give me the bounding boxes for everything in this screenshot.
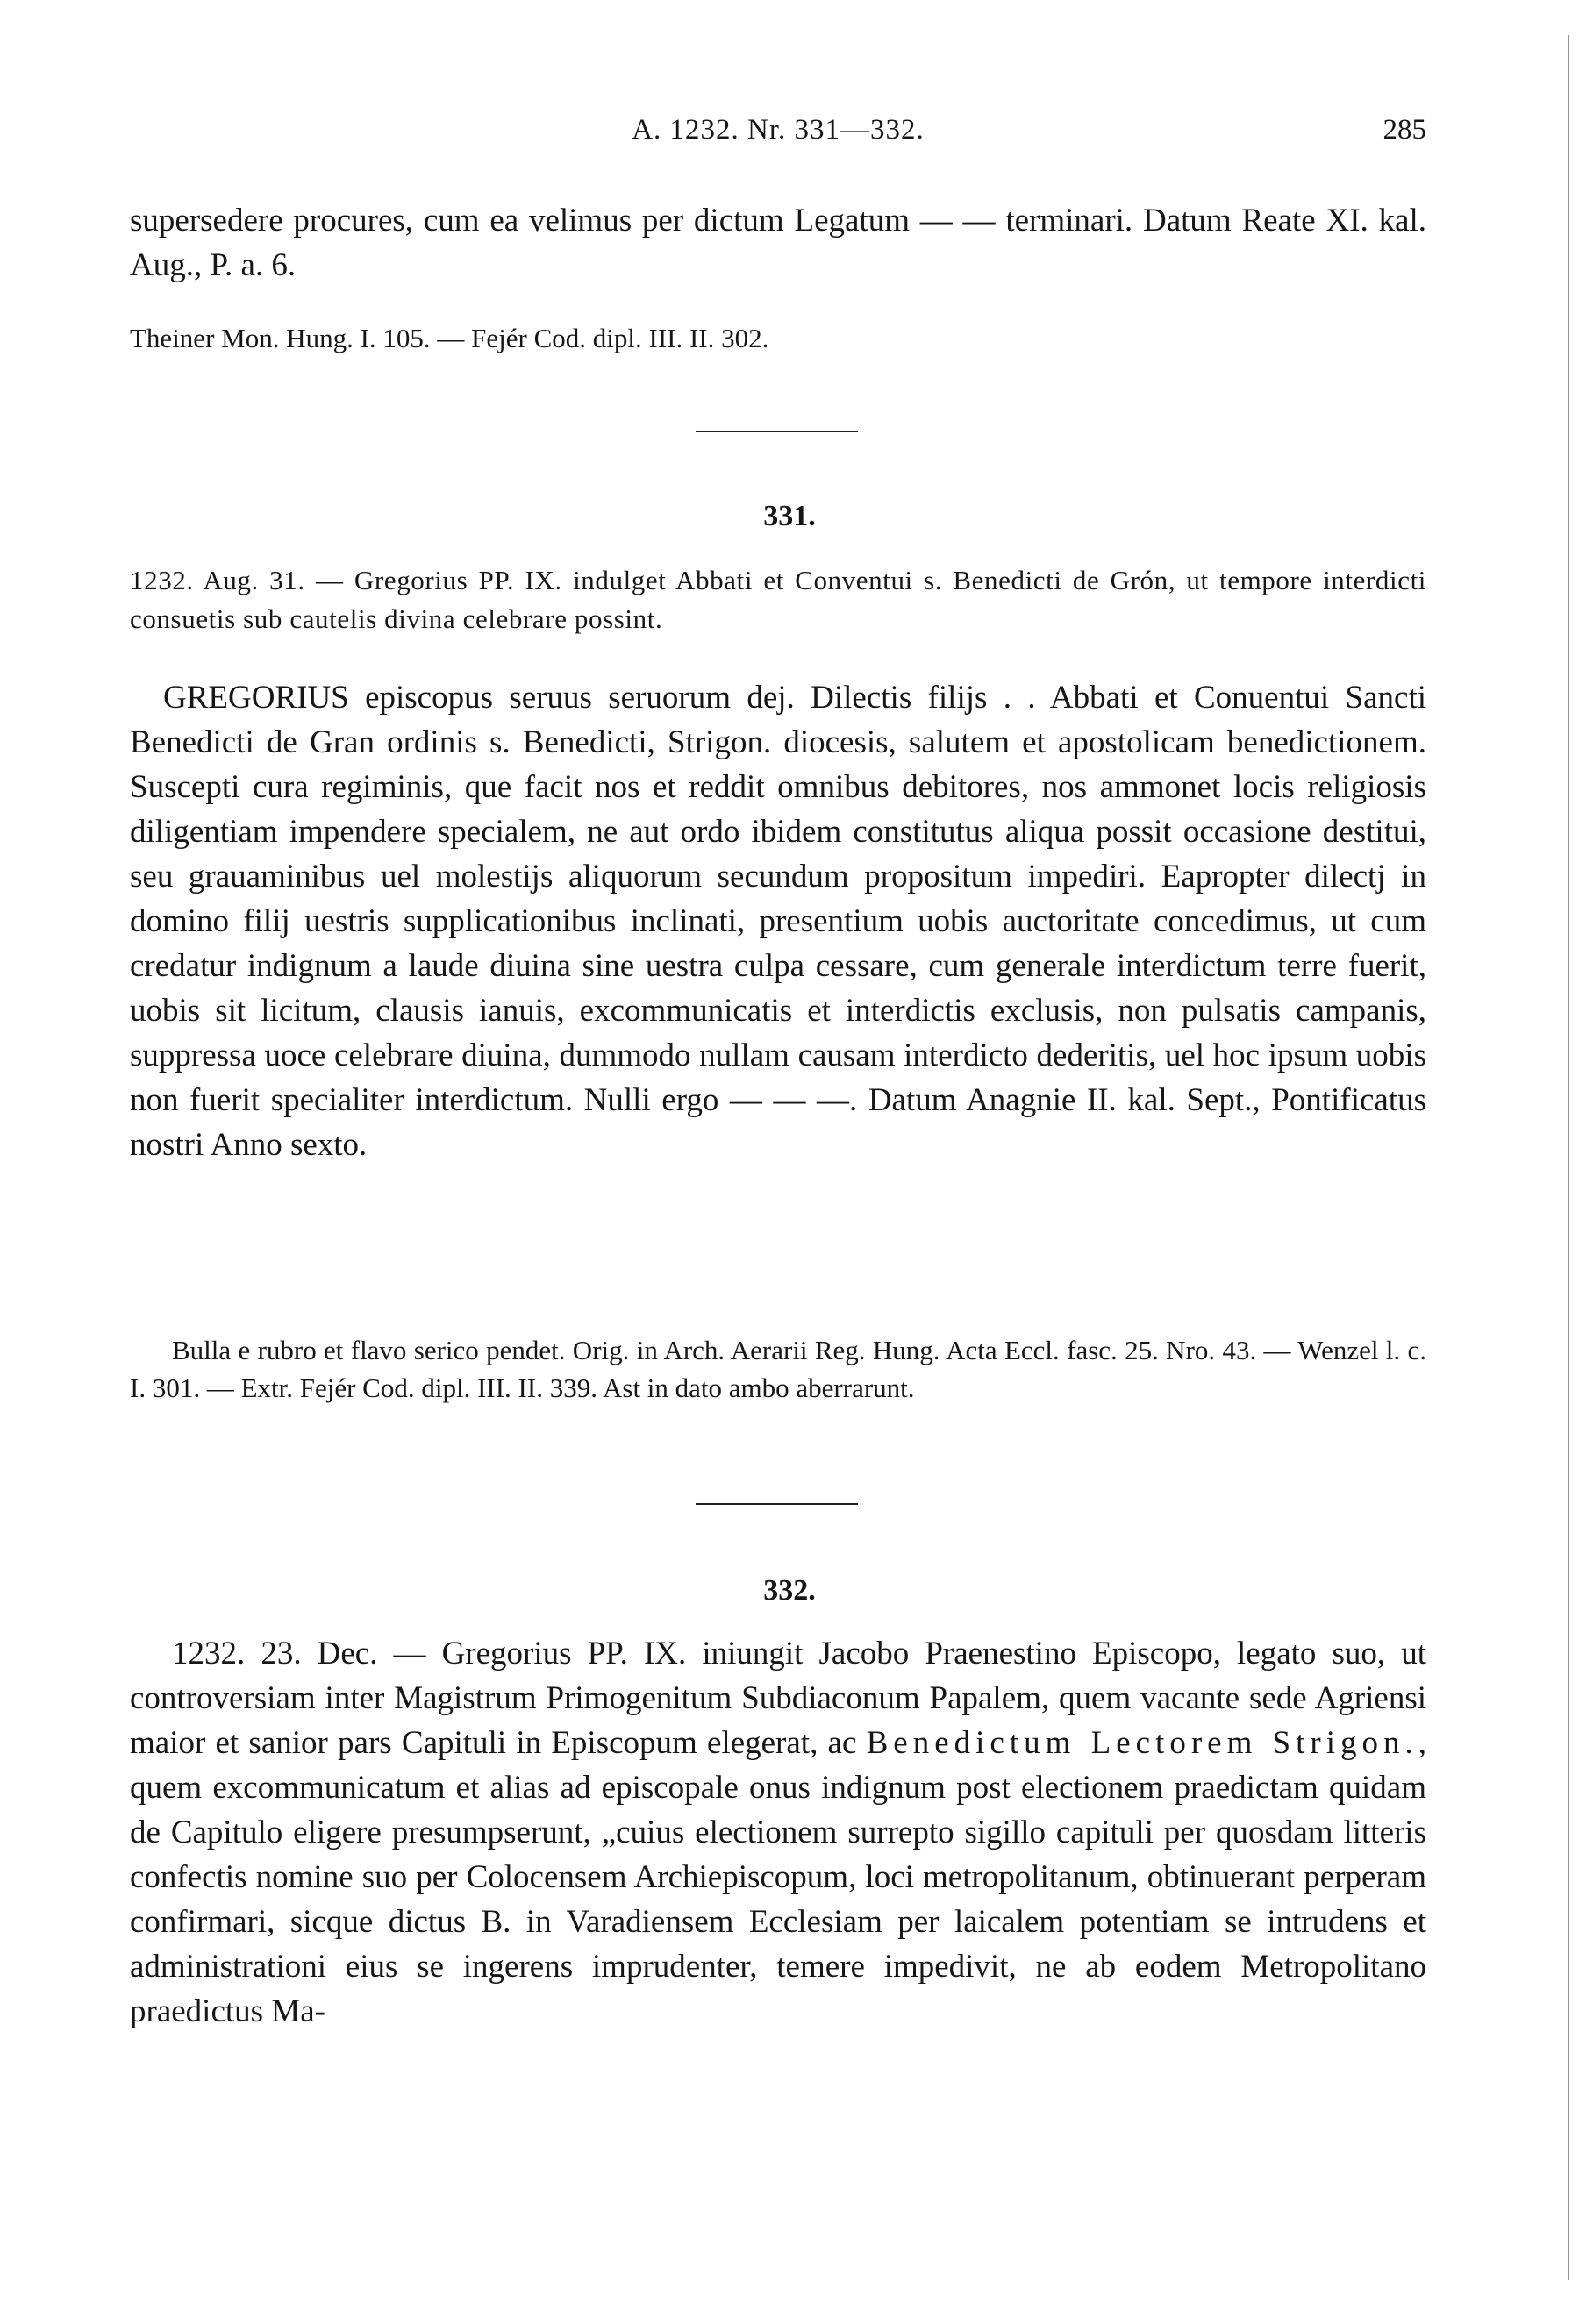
running-head-title: A. 1232. Nr. 331—332. [632, 114, 925, 146]
doc-331-regest: 1232. Aug. 31. — Gregorius PP. IX. indulget Abbati et Conventui s. Benedicti de Grón, ut tempore interdicti consuetis sub cautelis divina celebrare possint. [130, 565, 1426, 634]
previous-doc-ending: supersedere procures, cum ea velimus per dictum Legatum — — terminari. Datum Reate XI. kal. Aug., P. a. 6. [130, 203, 1426, 283]
section-divider [696, 431, 858, 432]
previous-doc-source: Theiner Mon. Hung. I. 105. — Fejér Cod. dipl. III. II. 302. [130, 323, 769, 353]
section-divider [696, 1503, 858, 1505]
doc-331-note: Bulla e rubro et flavo serico pendet. Orig. in Arch. Aerarii Reg. Hung. Acta Eccl. fasc. 25. Nro. 43. — Wenzel l. c. I. 301. — Extr. Fejér Cod. dipl. III. II. 339. Ast in dato ambo aberrarunt. [130, 1335, 1426, 1403]
doc-332-regest-part-1: 1232. 23. Dec. — Gregorius PP. IX. iniungit Jacobo Praenestino Episcopo, legato suo, ut controversiam inter Magistrum Primogenitum Subdiaconum Papalem, quem vacante sede Agriensi maior et sanior pars Capituli in Episcopum elegerat, ac [130, 1636, 1426, 1761]
doc-number-332: 332. [763, 1574, 816, 1607]
doc-332-regest-part-2: , quem excommunicatum et alias ad episcopale onus indignum post electionem praedictam quidam de Capitulo eligere presumpserunt, „cuius electionem surrepto sigillo capituli per quosdam litteris confectis nomine suo per Colocensem Archiepiscopum, loci metropolitanum, obtinuerant perperam confirmari, sicque dictus B. in Varadiensem Ecclesiam per laicalem potentiam se intrudens et administrationi eius se ingerens imprudenter, temere impedivit, ne ab eodem Metropolitano praedictus Ma- [130, 1725, 1427, 2029]
page-number: 285 [1383, 114, 1426, 146]
doc-331-text: GREGORIUS episcopus seruus seruorum dej. Dilectis filijs . . Abbati et Conuentui Sancti Benedicti de Gran ordinis s. Benedicti, Strigon. diocesis, salutem et apostolicam benedictionem. Suscepti cura regiminis, que facit nos et reddit omnibus debitores, nos ammonet locis religiosis diligentiam impendere specialem, ne aut ordo ibidem constitutus aliqua possit occasione destitui, seu grauaminibus uel molestijs aliquorum secundum propositum impediri. Eapropter dilectj in domino filij uestris supplicationibus inclinati, presentium uobis auctoritate concedimus, ut cum credatur indignum a laude diuina sine uestra culpa cessare, cum generale interdictum terre fuerit, uobis sit licitum, clausis ianuis, excommunicatis et interdictis exclusis, non pulsatis campanis, suppressa uoce celebrare diuina, dummodo nullam causam interdicto dederitis, uel hoc ipsum uobis non fuerit specialiter interdictum. Nulli ergo — — —. Datum Anagnie II. kal. Sept., Pontificatus nostri Anno sexto. [130, 680, 1426, 1163]
page-edge-line [1568, 35, 1569, 2280]
doc-332-regest [130, 1631, 1426, 2034]
doc-332-spaced-name: Benedictum Lectorem Strigon. [866, 1725, 1418, 1761]
running-head [130, 114, 1426, 153]
doc-number-331: 331. [763, 500, 816, 532]
